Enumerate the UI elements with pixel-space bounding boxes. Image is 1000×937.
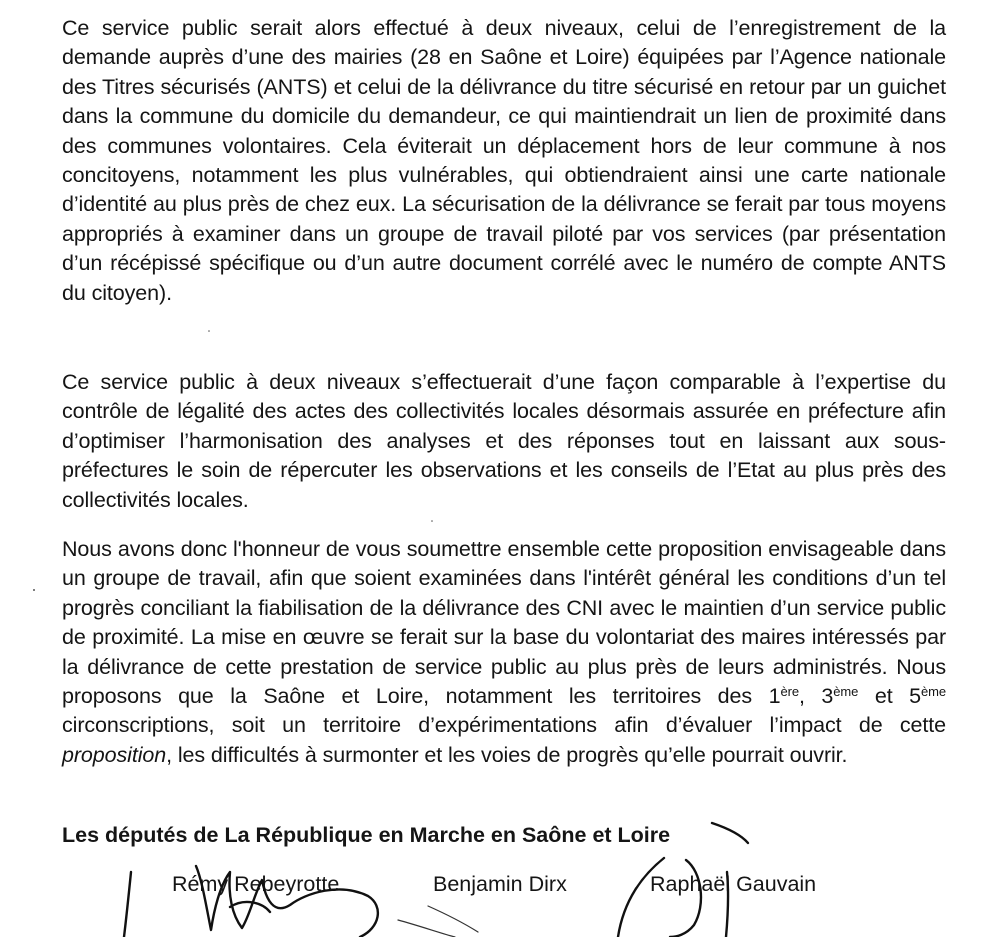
signature-gauvain-cross bbox=[712, 823, 748, 843]
signature-block-title: Les députés de La République en Marche en Saône et Loire bbox=[62, 823, 671, 847]
paragraph-service-public-two-levels: Ce service public serait alors effectué à deux niveaux, celui de l’enregistrement de la demande auprès d’une des mairies (28 en Saône et Loire) équipées par l’Agence nationale des Titres sécurisés (ANTS) et celui de la délivrance du titre sécurisé en retour par un guichet dans la commune du domicile du demandeur, ce qui maintiendrait un lien de proximité dans des communes volontaires. Cela éviterait un déplacement hors de leur commune à nos concitoyens, notamment les plus vulnérables, qui obtiendraient ainsi une carte nationale d’identité au plus près de chez eux. La sécurisation de la délivrance se ferait par tous moyens appropriés à examiner dans un groupe de travail piloté par vos services (par présentation d’un récépissé spécifique ou d’un autre document corrélé avec le numéro de compte ANTS du citoyen). bbox=[62, 16, 946, 305]
signer-name-benjamin-dirx: Benjamin Dirx bbox=[433, 872, 567, 896]
signer-name-remy-rebeyrotte: Rémy Rebeyrotte bbox=[172, 872, 340, 896]
proposal-text-part-5: , les difficultés à surmonter et les voies de progrès qu’elle pourrait ouvrir. bbox=[166, 742, 848, 767]
proposal-text-part-2: , 3 bbox=[798, 684, 834, 709]
signature-rebeyrotte-loop bbox=[230, 902, 270, 912]
ordinal-suffix-first: ère bbox=[780, 684, 799, 700]
ordinal-suffix-fifth: ème bbox=[921, 684, 947, 700]
proposal-emphasis: proposition bbox=[62, 742, 167, 767]
paragraph-proposal bbox=[62, 535, 946, 770]
ordinal-suffix-third: ème bbox=[833, 684, 859, 700]
paragraph-legality-control-comparison: Ce service public à deux niveaux s’effectuerait d’une façon comparable à l’expertise du contrôle de légalité des actes des collectivités locales désormais assurée en préfecture afin d’optimiser l’harmonisation des analyses et des réponses tout en laissant aux sous-préfectures le soin de répercuter les observations et les conseils de l’Etat au plus près des collectivités locales. bbox=[62, 370, 946, 512]
proposal-text-part-1: Nous avons donc l'honneur de vous soumettre ensemble cette proposition envisageable dans un groupe de travail, afin que soient examinées dans l'intérêt général les conditions d’un tel progrès conciliant la fiabilisation de la délivrance des CNI avec le maintien d’un service public de proximité. La mise en œuvre se ferait sur la base du volontariat des maires intéressés par la délivrance de cette prestation de service public au plus près de leurs administrés. Nous proposons que la Saône et Loire, notamment les territoires des 1 bbox=[62, 537, 946, 709]
signer-name-raphael-gauvain: Raphaël Gauvain bbox=[650, 872, 817, 896]
proposal-text-part-3: et 5 bbox=[858, 684, 922, 709]
signature-stroke-left bbox=[124, 872, 131, 937]
scan-speck bbox=[33, 589, 35, 591]
signature-dirx-stroke-1 bbox=[398, 920, 455, 937]
proposal-text-part-4: circonscriptions, soit un territoire d’expérimentations afin d’évaluer l’impact de cette bbox=[62, 713, 946, 738]
scan-speck bbox=[431, 520, 433, 522]
scan-speck bbox=[208, 330, 210, 332]
signature-dirx-stroke-2 bbox=[428, 906, 478, 932]
